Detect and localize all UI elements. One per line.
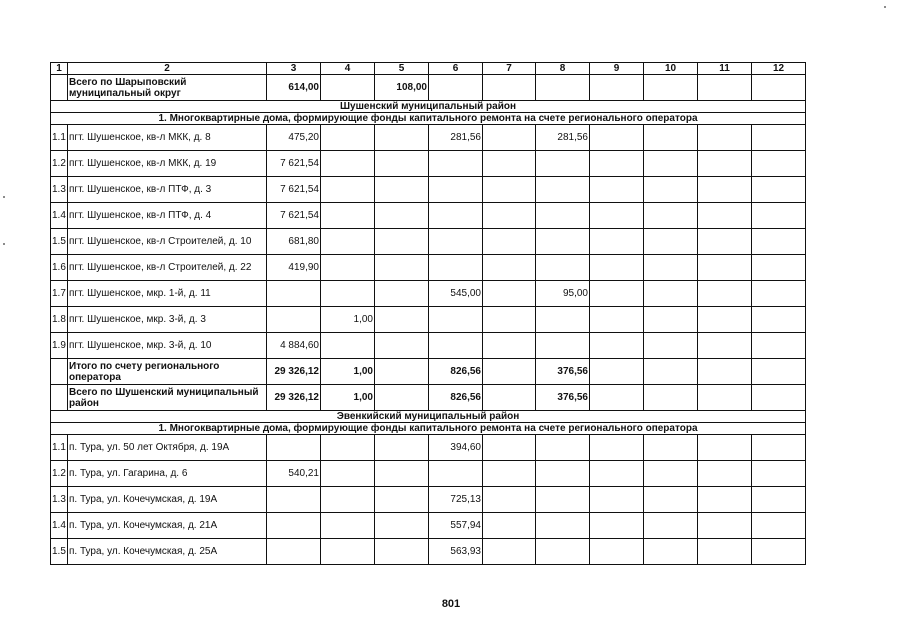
value-cell [698, 307, 752, 333]
value-cell [536, 307, 590, 333]
value-cell: 826,56 [429, 359, 483, 385]
value-cell: 95,00 [536, 281, 590, 307]
value-cell [483, 359, 536, 385]
value-cell [321, 255, 375, 281]
value-cell [698, 203, 752, 229]
section-heading-row [51, 411, 806, 423]
value-cell [698, 151, 752, 177]
address-cell: Всего по Шарыповский муниципальный округ [68, 75, 267, 101]
value-cell [375, 151, 429, 177]
column-number-cell: 5 [375, 63, 429, 75]
column-number-cell: 3 [267, 63, 321, 75]
value-cell [698, 487, 752, 513]
value-cell [536, 487, 590, 513]
page-number: 801 [441, 598, 461, 610]
value-cell [321, 539, 375, 565]
value-cell: 545,00 [429, 281, 483, 307]
value-cell: 281,56 [429, 125, 483, 151]
table-row [51, 255, 806, 281]
value-cell [321, 281, 375, 307]
value-cell: 394,60 [429, 435, 483, 461]
table-row [51, 461, 806, 487]
value-cell [483, 435, 536, 461]
value-cell [536, 435, 590, 461]
value-cell [752, 513, 806, 539]
value-cell [698, 461, 752, 487]
value-cell [483, 333, 536, 359]
value-cell [429, 255, 483, 281]
value-cell: 7 621,54 [267, 203, 321, 229]
value-cell [429, 333, 483, 359]
value-cell [375, 255, 429, 281]
value-cell [590, 75, 644, 101]
value-cell [590, 333, 644, 359]
value-cell [752, 487, 806, 513]
section-heading-row [51, 423, 806, 435]
address-cell: Итого по счету регионального оператора [68, 359, 267, 385]
value-cell [321, 151, 375, 177]
value-cell [321, 333, 375, 359]
value-cell [536, 539, 590, 565]
value-cell: 475,20 [267, 125, 321, 151]
value-cell [644, 461, 698, 487]
value-cell [375, 125, 429, 151]
value-cell [321, 125, 375, 151]
value-cell [483, 203, 536, 229]
value-cell [375, 513, 429, 539]
value-cell [752, 385, 806, 411]
value-cell [752, 229, 806, 255]
value-cell: 1,00 [321, 385, 375, 411]
table-row [51, 203, 806, 229]
value-cell [698, 281, 752, 307]
value-cell [590, 487, 644, 513]
row-index-cell: 1.3 [51, 487, 68, 513]
value-cell [375, 385, 429, 411]
scan-speck [884, 6, 886, 8]
address-cell: пгт. Шушенское, кв-л ПТФ, д. 4 [68, 203, 267, 229]
table-row [51, 513, 806, 539]
address-cell: пгт. Шушенское, кв-л МКК, д. 19 [68, 151, 267, 177]
section-heading: 1. Многоквартирные дома, формирующие фонды капитального ремонта на счете регионального оператора [51, 113, 806, 125]
value-cell [429, 307, 483, 333]
value-cell [644, 307, 698, 333]
column-number-cell: 11 [698, 63, 752, 75]
value-cell [590, 203, 644, 229]
value-cell [752, 75, 806, 101]
value-cell [483, 125, 536, 151]
address-cell: пгт. Шушенское, мкр. 1-й, д. 11 [68, 281, 267, 307]
value-cell [698, 75, 752, 101]
address-cell: Всего по Шушенский муниципальный район [68, 385, 267, 411]
table-row [51, 333, 806, 359]
total-row [51, 75, 806, 101]
row-index-cell: 1.2 [51, 461, 68, 487]
value-cell [375, 359, 429, 385]
column-number-cell: 7 [483, 63, 536, 75]
value-cell [644, 229, 698, 255]
value-cell [321, 513, 375, 539]
address-cell: п. Тура, ул. 50 лет Октября, д. 19А [68, 435, 267, 461]
value-cell [590, 513, 644, 539]
value-cell [752, 333, 806, 359]
table-body [51, 63, 806, 565]
value-cell [429, 203, 483, 229]
value-cell [644, 255, 698, 281]
value-cell [590, 281, 644, 307]
row-index-cell: 1.6 [51, 255, 68, 281]
column-number-cell: 10 [644, 63, 698, 75]
value-cell [590, 255, 644, 281]
value-cell [644, 333, 698, 359]
value-cell [698, 333, 752, 359]
value-cell [483, 281, 536, 307]
row-index-cell: 1.3 [51, 177, 68, 203]
column-number-header-row [51, 63, 806, 75]
total-row [51, 359, 806, 385]
value-cell [483, 385, 536, 411]
row-index-cell: 1.5 [51, 229, 68, 255]
value-cell [698, 359, 752, 385]
value-cell: 681,80 [267, 229, 321, 255]
value-cell: 614,00 [267, 75, 321, 101]
column-number-cell: 8 [536, 63, 590, 75]
value-cell [321, 177, 375, 203]
value-cell [752, 359, 806, 385]
total-row [51, 385, 806, 411]
column-number-cell: 4 [321, 63, 375, 75]
value-cell [644, 203, 698, 229]
address-cell: п. Тура, ул. Кочечумская, д. 19А [68, 487, 267, 513]
value-cell [698, 229, 752, 255]
value-cell [644, 385, 698, 411]
address-cell: пгт. Шушенское, кв-л МКК, д. 8 [68, 125, 267, 151]
value-cell: 1,00 [321, 307, 375, 333]
value-cell: 4 884,60 [267, 333, 321, 359]
value-cell [536, 151, 590, 177]
value-cell [321, 229, 375, 255]
value-cell [590, 539, 644, 565]
value-cell [483, 513, 536, 539]
column-number-cell: 2 [68, 63, 267, 75]
section-heading: Эвенкийский муниципальный район [51, 411, 806, 423]
value-cell [644, 539, 698, 565]
value-cell [590, 125, 644, 151]
value-cell [644, 281, 698, 307]
value-cell [375, 435, 429, 461]
value-cell [752, 307, 806, 333]
value-cell [752, 255, 806, 281]
value-cell [644, 125, 698, 151]
value-cell [752, 281, 806, 307]
value-cell [375, 461, 429, 487]
value-cell [644, 487, 698, 513]
value-cell [590, 435, 644, 461]
table-row [51, 539, 806, 565]
row-index-cell: 1.7 [51, 281, 68, 307]
value-cell [483, 177, 536, 203]
address-cell: пгт. Шушенское, мкр. 3-й, д. 3 [68, 307, 267, 333]
value-cell [698, 385, 752, 411]
value-cell [267, 281, 321, 307]
column-number-cell: 6 [429, 63, 483, 75]
repair-program-table [50, 62, 806, 565]
value-cell [375, 539, 429, 565]
value-cell [483, 75, 536, 101]
value-cell: 826,56 [429, 385, 483, 411]
value-cell [752, 435, 806, 461]
address-cell: пгт. Шушенское, кв-л ПТФ, д. 3 [68, 177, 267, 203]
value-cell [483, 487, 536, 513]
column-number-cell: 1 [51, 63, 68, 75]
section-heading-row [51, 113, 806, 125]
value-cell [590, 177, 644, 203]
value-cell [321, 487, 375, 513]
value-cell [375, 203, 429, 229]
value-cell [483, 151, 536, 177]
value-cell [375, 281, 429, 307]
table-row [51, 487, 806, 513]
address-cell: п. Тура, ул. Гагарина, д. 6 [68, 461, 267, 487]
address-cell: п. Тура, ул. Кочечумская, д. 21А [68, 513, 267, 539]
value-cell [483, 229, 536, 255]
row-index-cell: 1.4 [51, 203, 68, 229]
value-cell [698, 177, 752, 203]
row-index-cell: 1.2 [51, 151, 68, 177]
value-cell [644, 75, 698, 101]
address-cell: пгт. Шушенское, кв-л Строителей, д. 10 [68, 229, 267, 255]
value-cell [590, 229, 644, 255]
value-cell [483, 461, 536, 487]
section-heading-row [51, 101, 806, 113]
row-index-cell: 1.5 [51, 539, 68, 565]
address-cell: п. Тура, ул. Кочечумская, д. 25А [68, 539, 267, 565]
value-cell [375, 307, 429, 333]
table-row [51, 151, 806, 177]
value-cell [536, 461, 590, 487]
value-cell [644, 151, 698, 177]
value-cell [590, 385, 644, 411]
value-cell [752, 177, 806, 203]
row-index-cell [51, 385, 68, 411]
value-cell [698, 513, 752, 539]
value-cell [483, 539, 536, 565]
row-index-cell: 1.4 [51, 513, 68, 539]
value-cell: 29 326,12 [267, 385, 321, 411]
value-cell [429, 75, 483, 101]
value-cell [483, 307, 536, 333]
value-cell: 725,13 [429, 487, 483, 513]
value-cell [375, 229, 429, 255]
value-cell [321, 435, 375, 461]
value-cell [375, 333, 429, 359]
value-cell [644, 435, 698, 461]
value-cell [267, 539, 321, 565]
scan-speck [3, 243, 5, 245]
value-cell [321, 203, 375, 229]
scan-speck [3, 196, 5, 198]
value-cell [429, 229, 483, 255]
value-cell: 7 621,54 [267, 151, 321, 177]
value-cell: 563,93 [429, 539, 483, 565]
row-index-cell: 1.9 [51, 333, 68, 359]
table-row [51, 281, 806, 307]
value-cell [483, 255, 536, 281]
value-cell [429, 177, 483, 203]
section-heading: Шушенский муниципальный район [51, 101, 806, 113]
value-cell [752, 151, 806, 177]
table-row [51, 229, 806, 255]
value-cell: 108,00 [375, 75, 429, 101]
value-cell [752, 539, 806, 565]
column-number-cell: 9 [590, 63, 644, 75]
address-cell: пгт. Шушенское, мкр. 3-й, д. 10 [68, 333, 267, 359]
address-cell: пгт. Шушенское, кв-л Строителей, д. 22 [68, 255, 267, 281]
value-cell [536, 203, 590, 229]
value-cell [536, 255, 590, 281]
value-cell: 29 326,12 [267, 359, 321, 385]
value-cell [375, 177, 429, 203]
value-cell: 376,56 [536, 359, 590, 385]
table-row [51, 307, 806, 333]
value-cell [536, 75, 590, 101]
value-cell: 540,21 [267, 461, 321, 487]
value-cell [590, 461, 644, 487]
table-row [51, 177, 806, 203]
value-cell [536, 177, 590, 203]
table-row [51, 435, 806, 461]
value-cell [698, 435, 752, 461]
row-index-cell: 1.1 [51, 125, 68, 151]
value-cell [375, 487, 429, 513]
value-cell [536, 333, 590, 359]
value-cell [752, 203, 806, 229]
value-cell: 1,00 [321, 359, 375, 385]
value-cell [590, 307, 644, 333]
value-cell [321, 75, 375, 101]
value-cell [590, 359, 644, 385]
value-cell [536, 229, 590, 255]
row-index-cell: 1.8 [51, 307, 68, 333]
value-cell: 7 621,54 [267, 177, 321, 203]
row-index-cell: 1.1 [51, 435, 68, 461]
value-cell: 419,90 [267, 255, 321, 281]
row-index-cell [51, 359, 68, 385]
value-cell [644, 513, 698, 539]
value-cell [590, 151, 644, 177]
value-cell [698, 125, 752, 151]
value-cell [698, 255, 752, 281]
value-cell [267, 487, 321, 513]
value-cell [267, 513, 321, 539]
value-cell [267, 435, 321, 461]
section-heading: 1. Многоквартирные дома, формирующие фонды капитального ремонта на счете регионального оператора [51, 423, 806, 435]
value-cell [429, 461, 483, 487]
value-cell [267, 307, 321, 333]
column-number-cell: 12 [752, 63, 806, 75]
value-cell [644, 359, 698, 385]
value-cell [698, 539, 752, 565]
value-cell [321, 461, 375, 487]
value-cell [752, 125, 806, 151]
row-index-cell [51, 75, 68, 101]
value-cell [752, 461, 806, 487]
table-row [51, 125, 806, 151]
value-cell [429, 151, 483, 177]
value-cell [644, 177, 698, 203]
value-cell: 376,56 [536, 385, 590, 411]
value-cell [536, 513, 590, 539]
value-cell: 281,56 [536, 125, 590, 151]
value-cell: 557,94 [429, 513, 483, 539]
